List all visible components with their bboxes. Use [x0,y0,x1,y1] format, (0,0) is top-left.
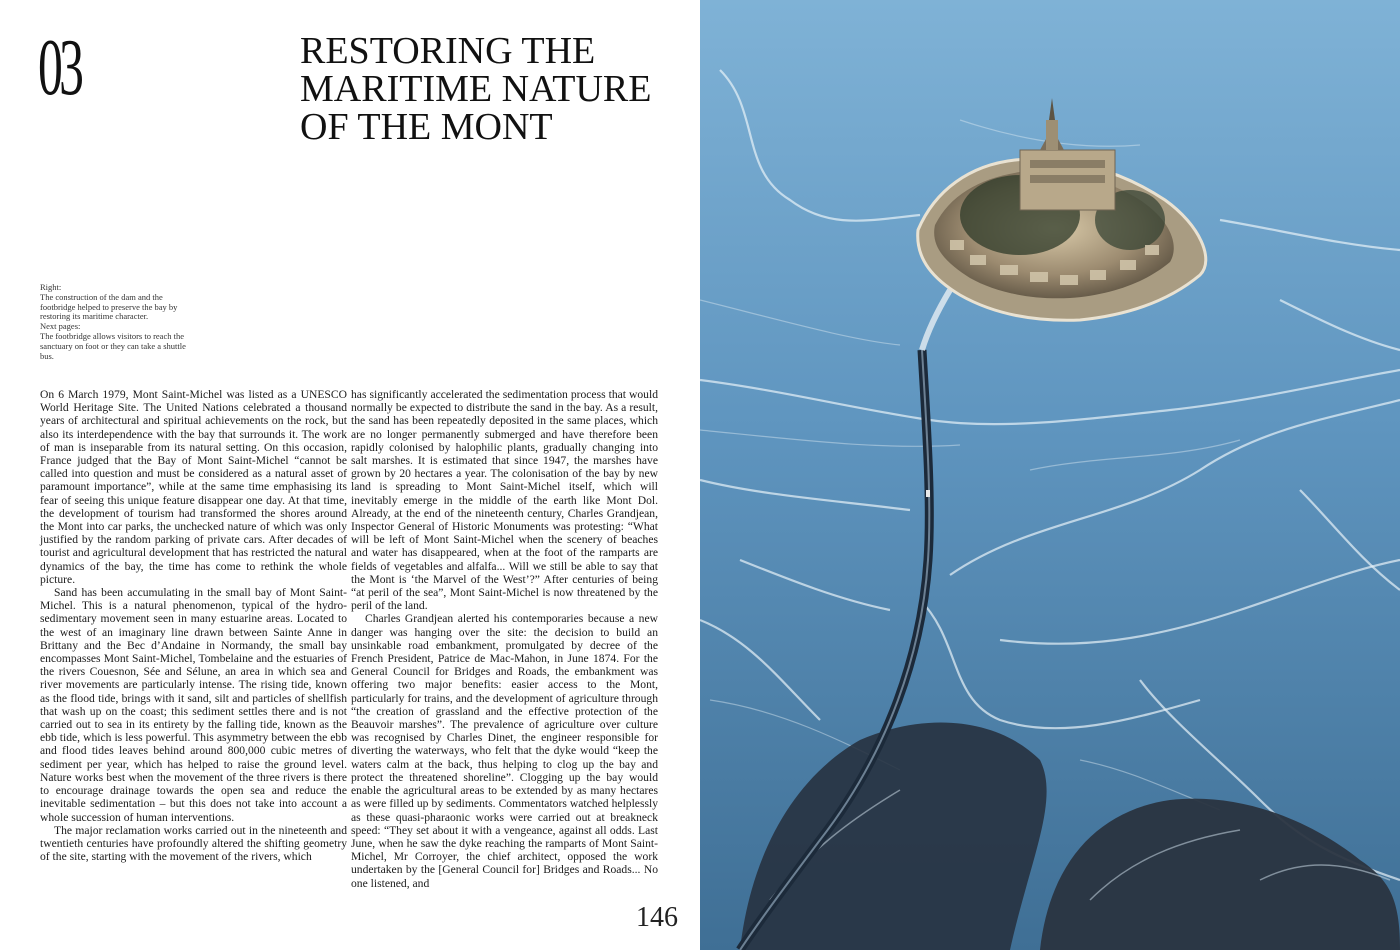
chapter-title [300,32,670,146]
page-number: 146 [636,902,678,933]
caption-label-right: Right: [40,282,62,292]
caption-label-next: Next pages: [40,321,81,332]
body-paragraph: Sand has been accumulating in the small bay of Mont Saint-Michel. This is a natural phenomenon, typical of the hydro-sedimentary movement seen in many estuarine areas. Located to the west of an imaginary line drawn between Sainte Anne in Brittany and the Bec d’Andaine in Normandy, the small bay encompasses Mont Saint-Michel, Tombelaine and the estuaries of the rivers Couesnon, Sée and Sélune, an area in which sea and river movements are particularly intense. The rising tide, known as the flood tide, brings with it sand, silt and particles of shellfish that wash up on the coast; this sediment settles there and is not carried out to sea in its entirety by the falling tide, known as the ebb tide, which is less powerful. This asymmetry between the ebb and flood tides leaves behind around 800,000 cubic metres of sediment per year, which has helped to raise the ground level. Nature works best when the movement of the three rivers is there to encourage drainage towards the open sea and reduce the inevitable sedimentation – but this does not take into account a whole succession of human interventions. [40,586,347,824]
body-paragraph: has significantly accelerated the sedimentation process that would normally be expected to distribute the sand in the bay. As a result, the sand has been repeatedly deposited in the same places, which are no longer permanently submerged and have therefore been rapidly colonised by halophilic plants, gradually changing into salt marshes. It is estimated that since 1947, the marshes have grown by 20 hectares a year. The colonisation of the bay by new land is spreading to Mont Saint-Michel itself, which will inevitably emerge in the middle of the earth like Mont Dol. Already, at the end of the nineteenth century, Charles Grandjean, Inspector General of Historic Monuments was protesting: “What will be left of Mont Saint-Michel when the scenery of beaches and water has disappeared, when at the foot of the ramparts are fields of vegetables and alfalfa... Will we still be able to say that the Mont is ‘the Marvel of the West’?” After centuries of being “at peril of the sea”, Mont Saint-Michel is now threatened by the peril of the land. [351,388,658,613]
body-paragraph: The major reclamation works carried out in the nineteenth and twentieth centuries have profoundly altered the shifting geometry of the site, starting with the movement of the rivers, which [40,823,347,864]
chapter-title-line: RESTORING THE [300,30,596,72]
aerial-photo-mont-saint-michel [700,0,1400,950]
caption-text-next: The footbridge allows visitors to reach the sanctuary on foot or they can take a shuttle bus. [40,330,186,361]
body-column-2 [351,388,658,890]
caption-text-right: The construction of the dam and the footbridge helped to preserve the bay by restoring its maritime character. [40,291,178,322]
photo-caption [40,283,190,361]
chapter-number: 03 [38,24,81,112]
shuttle-bus [926,490,930,497]
body-column-1 [40,388,347,863]
chapter-title-line: MARITIME NATURE [300,68,652,110]
body-paragraph: On 6 March 1979, Mont Saint-Michel was listed as a UNESCO World Heritage Site. The United Nations celebrated a thousand years of architectural and spiritual achievements on the rock, but also its interdependence with the bay that surrounds it. The work of man is inseparable from its natural setting. On this occasion, France judged that the Bay of Mont Saint-Michel “cannot be called into question and must be considered as a natural asset of paramount importance”, while at the same time emphasising its fear of seeing this unique feature disappear one day. At that time, the development of tourism had transformed the shores around the Mont into car parks, the unchecked nature of which was only justified by the random parking of private cars. After decades of tourist and agricultural development that has restricted the natural dynamics of the bay, the time has come to rethink the whole picture. [40,388,347,586]
body-paragraph: Charles Grandjean alerted his contemporaries because a new danger was hanging over the site: the decision to build an unsinkable road embankment, promulgated by decree of the French President, Patrice de Mac-Mahon, in June 1874. For the General Council for Bridges and Roads, the embankment was offering two major benefits: easier access to the Mont, particularly for trains, and the development of agriculture through “the creation of grassland and the effective protection of the Beauvoir marshes”. The prevalence of agriculture over culture was recognised by Charles Dinet, the engineer responsible for diverting the waterways, who felt that the dyke would “keep the waters calm at the back, thus helping to clog up the bay and protect the threatened shoreline”. Clogging up the bay would enable the agricultural areas to be extended by as many hectares as were filled up by sediments. Commentators watched helplessly as these quasi-pharaonic works were carried out at breakneck speed: “They set about it with a vengeance, against all odds. Last June, when he saw the dyke reaching the ramparts of Mont Saint-Michel, Mr Corroyer, the chief architect, opposed the work undertaken by the [General Council for] Bridges and Roads... No one listened, and [351,612,658,890]
chapter-title-line: OF THE MONT [300,106,553,148]
